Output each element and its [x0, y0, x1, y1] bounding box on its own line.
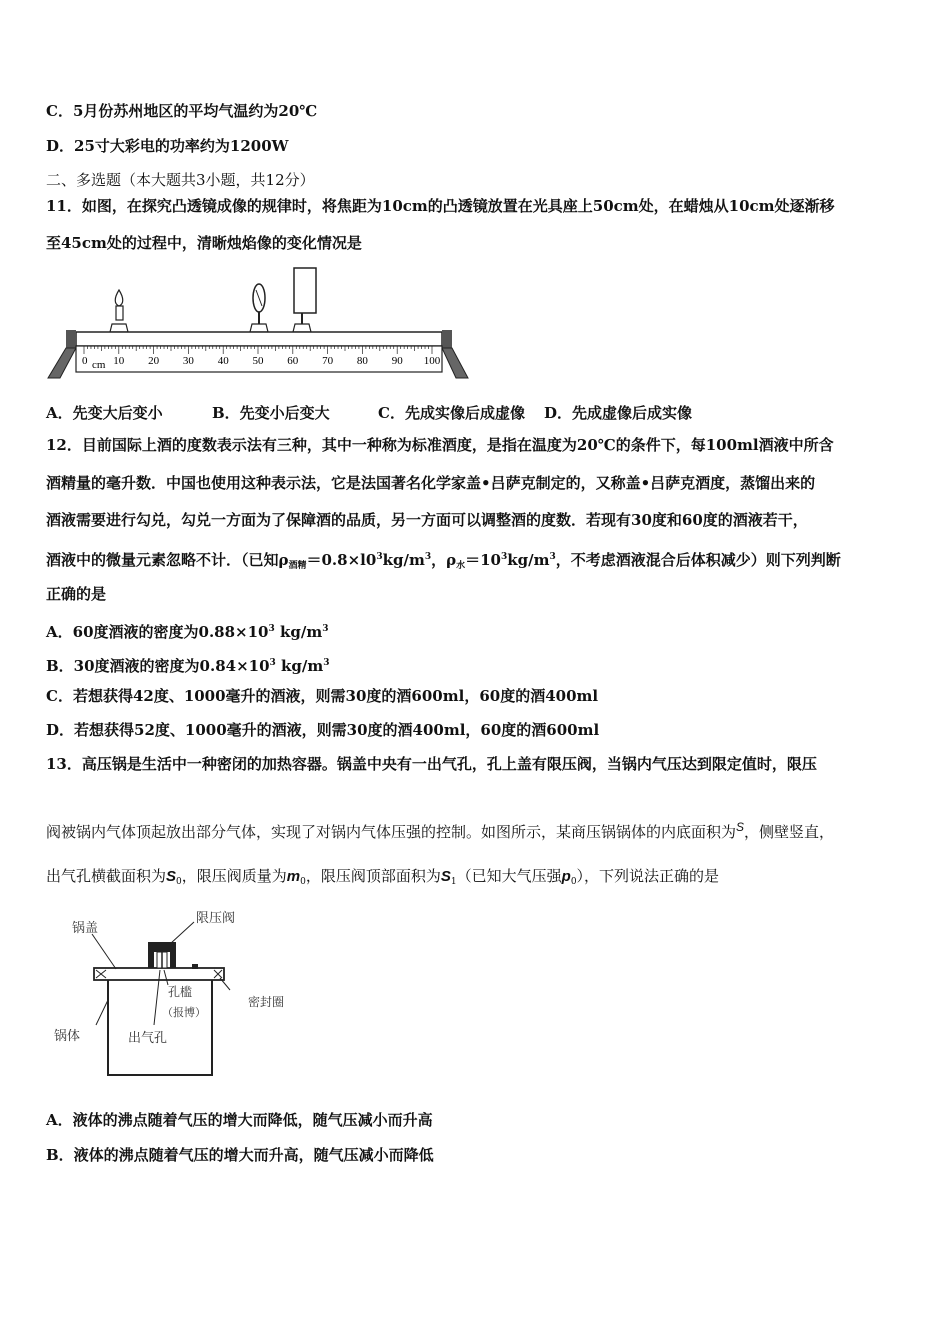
q13-stem-line2: 阀被锅内气体顶起放出部分气体，实现了对锅内气体压强的控制。如图所示，某商压锅锅体的内底面积为$^S$，侧壁竖直，	[46, 820, 835, 841]
q12-stem-line1: 12．目前国际上酒的度数表示法有三种，其中一种称为标准酒度，是指在温度为20℃的条件下，每100ml酒液中所含	[46, 436, 834, 454]
scale-label: 40	[217, 355, 229, 367]
scale-label: 20	[148, 355, 160, 367]
candle-flame-icon	[115, 290, 123, 306]
scale-label: 0	[82, 355, 88, 367]
q13-option-a[interactable]: A．液体的沸点随着气压的增大而降低，随气压减小而升高	[46, 1111, 433, 1129]
optical-bench-figure	[44, 260, 474, 385]
q11-option-c[interactable]: C．先成实像后成虚像	[378, 404, 525, 422]
q13-option-b[interactable]: B．液体的沸点随着气压的增大而升高，随气压减小而降低	[46, 1146, 434, 1164]
q11-stem-line1: 11．如图，在探究凸透镜成像的规律时，将焦距为10cm的凸透镜放置在光具座上50cm处，在蜡烛从10cm处逐渐移	[46, 197, 835, 215]
q11-option-a[interactable]: A．先变大后变小	[46, 404, 163, 422]
q12-stem-line2: 酒精量的毫升数．中国也使用这种表示法，它是法国著名化学家盖•吕萨克制定的，又称盖•吕萨克酒度，蒸馏出来的	[46, 474, 816, 492]
q11-option-d[interactable]: D．先成虚像后成实像	[544, 404, 693, 422]
screen	[294, 268, 316, 313]
label-lid: 锅盖	[72, 920, 99, 935]
scale-label: 60	[287, 355, 299, 367]
cooker-body	[108, 980, 212, 1075]
scale-label: 10	[113, 355, 125, 367]
q12-option-b[interactable]: B．30度酒液的密度为$0.84\times 10^3$ $kg/m^3$	[46, 657, 330, 675]
scale-label: 100	[423, 355, 441, 367]
right-stand	[442, 348, 468, 378]
q12-option-c[interactable]: C．若想获得42度、1000毫升的酒液，则需30度的酒600ml，60度的酒400ml	[46, 687, 599, 705]
q11-stem-line2: 至45cm处的过程中，清晰烛焰像的变化情况是	[46, 234, 362, 252]
label-hole-cap: 孔槛	[168, 985, 193, 999]
label-seal: 密封圈	[248, 995, 285, 1009]
q11-option-b[interactable]: B．先变小后变大	[212, 404, 330, 422]
scale-label: 50	[252, 355, 264, 367]
scale-label: 90	[391, 355, 403, 367]
q12-option-d[interactable]: D．若想获得52度、1000毫升的酒液，则需30度的酒400ml，60度的酒600ml	[46, 721, 600, 739]
label-hole-cap2: （报博）	[162, 1007, 206, 1019]
q12-stem-line3: 酒液需要进行勾兑，勾兑一方面为了保障酒的品质，另一方面可以调整酒的度数．若现有30度和60度的酒液若干，	[46, 511, 808, 529]
q13-stem-line3: 出气孔横截面积为$S_0$，限压阀质量为$m_0$，限压阀顶部面积为$S_1$（已知大气压强$p_0$），下列说法正确的是	[46, 867, 720, 887]
q12-stem-line4: 酒液中的微量元素忽略不计．（已知$\rho_{酒精}=0.8\times l0^3kg/m^3$，$\rho_水=10^3kg/m^3$，不考虑酒液混合后体积减少）则下列判断	[46, 551, 841, 571]
option-c-q10: C．5月份苏州地区的平均气温约为20℃	[46, 102, 318, 120]
section-heading: 二、多选题（本大题共3小题，共12分）	[46, 171, 315, 189]
scale-label: 70	[322, 355, 334, 367]
label-vent: 出气孔	[128, 1030, 168, 1045]
q13-stem-line1: 13．高压锅是生活中一种密闭的加热容器。锅盖中央有一出气孔，孔上盖有限压阀，当锅内气压达到限定值时，限压	[46, 755, 817, 773]
scale-label: 80	[356, 355, 368, 367]
q12-option-a[interactable]: A．60度酒液的密度为$0.88\times 10^3$ $kg/m^3$	[46, 623, 329, 641]
label-valve: 限压阀	[196, 910, 236, 925]
left-stand	[48, 348, 76, 378]
bench-rail	[76, 332, 442, 346]
pressure-cooker-figure	[44, 900, 314, 1090]
q12-stem-line5: 正确的是	[46, 585, 107, 603]
candle	[116, 306, 123, 320]
scale-unit: cm	[92, 359, 106, 371]
scale-label: 30	[182, 355, 194, 367]
label-body: 锅体	[54, 1028, 81, 1043]
option-d-q10: D．25寸大彩电的功率约为1200W	[46, 137, 289, 155]
